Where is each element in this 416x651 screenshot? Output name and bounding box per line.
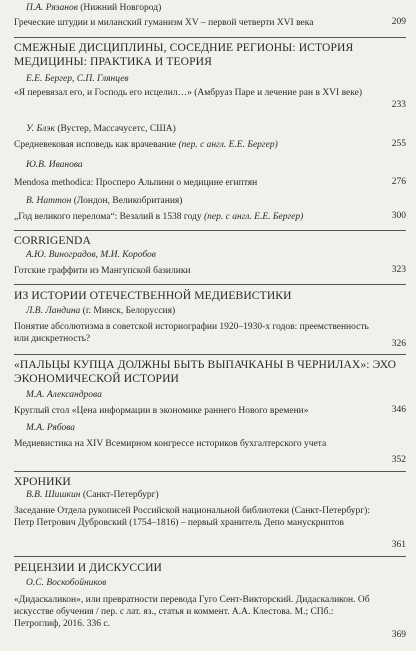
- section-divider: [14, 37, 406, 38]
- entry-author: А.Ю. Виноградов, М.И. Коробов: [26, 250, 156, 260]
- entry-author: В. Наттон (Лондон, Великобритания): [26, 196, 183, 206]
- section-divider: [14, 556, 406, 557]
- entry-author: В.В. Шишкин (Санкт-Петербург): [26, 490, 159, 500]
- entry-page: 255: [391, 139, 406, 149]
- entry-author: Е.Е. Бергер, С.П. Глянцев: [26, 74, 129, 84]
- entry-title: Понятие абсолютизма в советской историографии 1920–1930-х годов: преемственность или дискретность?: [14, 322, 369, 344]
- section-divider: [14, 230, 406, 231]
- section-divider: [14, 471, 406, 472]
- entry-title: «Я перевязал его, и Господь его исцелил…» (Амбруаз Паре и лечение ран в XVI веке): [14, 88, 362, 98]
- entry-author: М.А. Александрова: [26, 390, 102, 400]
- entry-title: Средневековая исповедь как врачевание (пер. с англ. Е.Е. Бергер): [14, 140, 278, 150]
- entry-title: «Дидаскаликон», или превратности перевода Гуго Сент-Викторский. Дидаскаликон. Об искусстве обучения / пер. с лат. яз., статья и коммент. А.А. Клестова. М.; СПб.: Петроглиф, 2016. 336 с.: [14, 595, 370, 629]
- entry-title: Круглый стол «Цена информации в экономике раннего Нового времени»: [14, 406, 309, 416]
- entry-author: П.А. Рязанов (Нижний Новгород): [26, 3, 162, 13]
- entry-page: 369: [391, 630, 406, 640]
- entry-author: У. Блэк (Вустер, Массачусетс, США): [26, 124, 176, 134]
- entry-author: О.С. Воскобойников: [26, 578, 107, 588]
- entry-page: 300: [391, 211, 406, 221]
- entry-page: 323: [391, 265, 406, 275]
- section-divider: [14, 284, 406, 285]
- entry-title: Mendosa methodica: Просперо Альпини о медицине египтян: [14, 178, 258, 188]
- entry-page: 352: [391, 455, 406, 465]
- section-heading: CORRIGENDA: [14, 234, 92, 247]
- section-heading: «ПАЛЬЦЫ КУПЦА ДОЛЖНЫ БЫТЬ ВЫПАЧКАНЫ В ЧЕРНИЛАХ»: ЭХО ЭКОНОМИЧЕСКОЙ ИСТОРИИ: [14, 358, 397, 385]
- entry-title: Греческие штудии и миланский гуманизм XV – первой четверти XVI века: [14, 18, 314, 28]
- entry-author: Л.В. Ландина (г. Минск, Белоруссия): [26, 306, 176, 316]
- entry-title: „Год великого перелома“: Везалий в 1538 году (пер. с англ. Е.Е. Бергер): [14, 212, 304, 222]
- entry-title: Заседание Отдела рукописей Российской национальной библиотеки (Санкт-Петербург): Петр Петрович Дубровский (1754–1816) – первый хранитель Депо манускриптов: [14, 506, 370, 528]
- entry-page: 276: [391, 177, 406, 187]
- section-heading: СМЕЖНЫЕ ДИСЦИПЛИНЫ, СОСЕДНИЕ РЕГИОНЫ: ИСТОРИЯ МЕДИЦИНЫ: ПРАКТИКА И ТЕОРИЯ: [14, 41, 354, 68]
- entry-author: М.А. Рябова: [26, 423, 76, 433]
- section-heading: ХРОНИКИ: [14, 475, 71, 488]
- entry-page: 361: [391, 540, 406, 550]
- entry-page: 326: [391, 339, 406, 349]
- entry-title: Медиевистика на XIV Всемирном конгрессе историков бухгалтерского учета: [14, 439, 327, 449]
- entry-author: Ю.В. Иванова: [26, 160, 83, 170]
- section-heading: РЕЦЕНЗИИ И ДИСКУССИИ: [14, 561, 163, 574]
- entry-page: 346: [391, 405, 406, 415]
- entry-page: 209: [391, 17, 406, 27]
- section-heading: ИЗ ИСТОРИИ ОТЕЧЕСТВЕННОЙ МЕДИЕВИСТИКИ: [14, 289, 292, 302]
- entry-page: 233: [391, 100, 406, 110]
- entry-title: Готские граффити из Мангупской базилики: [14, 266, 191, 276]
- section-divider: [14, 354, 406, 355]
